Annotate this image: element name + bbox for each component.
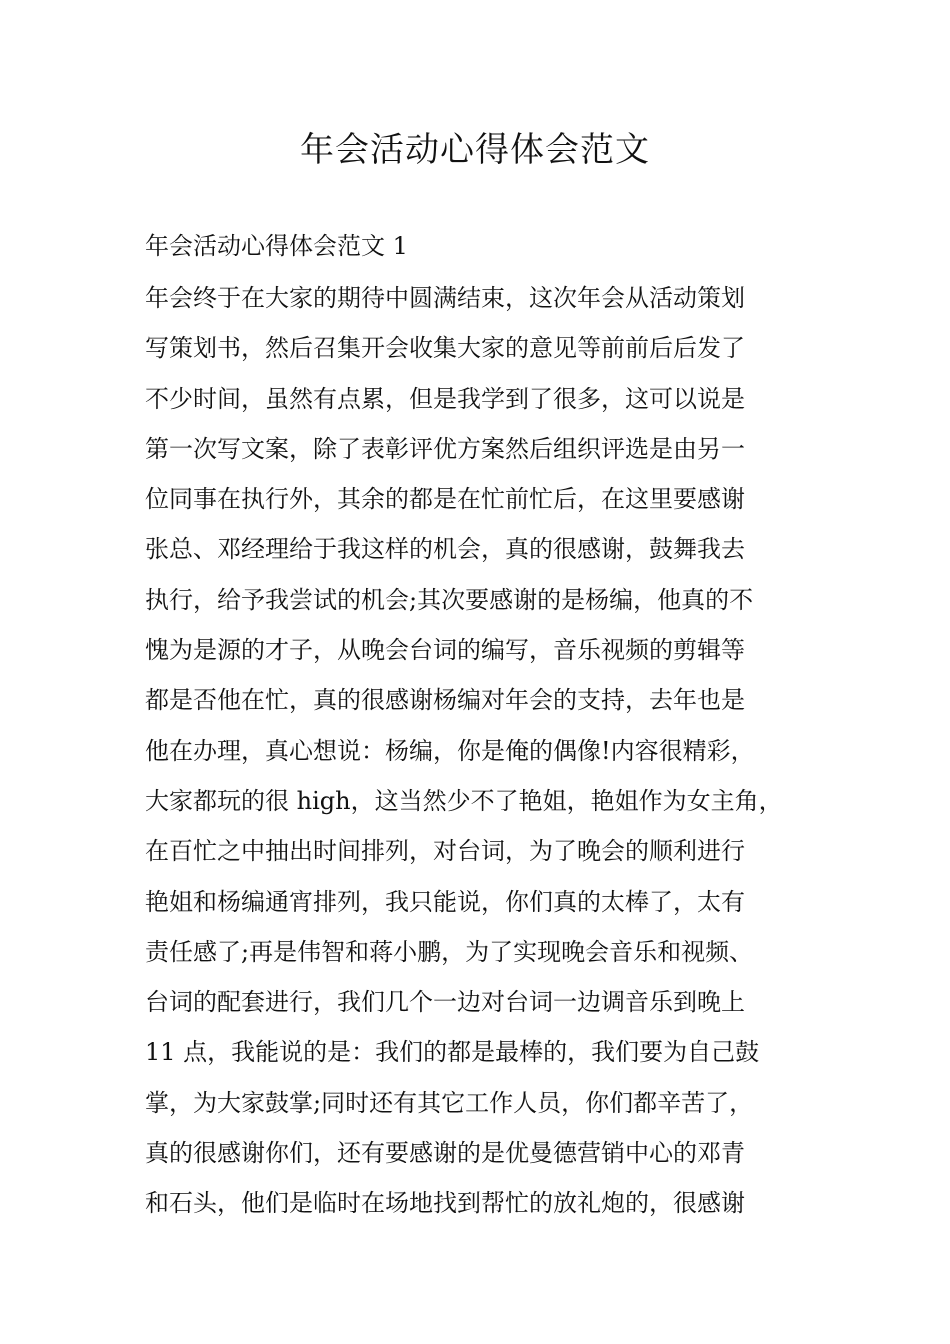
body-line: 愧为是源的才子，从晚会台词的编写，音乐视频的剪辑等 [145, 636, 745, 665]
body-line: 张总、邓经理给于我这样的机会，真的很感谢，鼓舞我去 [145, 535, 745, 564]
body-line: 责任感了;再是伟智和蒋小鹏，为了实现晚会音乐和视频、 [145, 937, 754, 966]
body-line: 真的很感谢你们，还有要感谢的是优曼德营销中心的邓青 [145, 1139, 745, 1168]
body-line: 他在办理，真心想说：杨编，你是俺的偶像!内容很精彩， [145, 736, 755, 765]
section-heading: 年会活动心得体会范文 1 [145, 232, 408, 260]
document-title: 年会活动心得体会范文 [300, 130, 650, 170]
body-line: 第一次写文案，除了表彰评优方案然后组织评选是由另一 [145, 434, 745, 463]
body-text [145, 280, 835, 1236]
body-line: 不少时间，虽然有点累，但是我学到了很多，这可以说是 [145, 384, 745, 413]
body-line: 都是否他在忙，真的很感谢杨编对年会的支持，去年也是 [145, 686, 745, 715]
body-line: 和石头，他们是临时在场地找到帮忙的放礼炮的，很感谢 [145, 1189, 745, 1218]
body-line: 写策划书，然后召集开会收集大家的意见等前前后后发了 [145, 334, 745, 363]
body-line: 大家都玩的很 high，这当然少不了艳姐，艳姐作为女主角， [145, 786, 783, 815]
body-line: 执行，给予我尝试的机会;其次要感谢的是杨编，他真的不 [145, 585, 754, 614]
body-line: 艳姐和杨编通宵排列，我只能说，你们真的太棒了，太有 [145, 887, 745, 916]
body-line: 位同事在执行外，其余的都是在忙前忙后，在这里要感谢 [145, 485, 745, 514]
body-line: 台词的配套进行，我们几个一边对台词一边调音乐到晚上 [145, 988, 745, 1017]
body-line: 掌，为大家鼓掌;同时还有其它工作人员，你们都辛苦了， [145, 1088, 754, 1117]
body-line: 11 点，我能说的是：我们的都是最棒的，我们要为自己鼓 [145, 1038, 760, 1067]
body-line: 在百忙之中抽出时间排列，对台词，为了晚会的顺利进行 [145, 837, 745, 866]
body-line: 年会终于在大家的期待中圆满结束，这次年会从活动策划 [145, 284, 745, 312]
